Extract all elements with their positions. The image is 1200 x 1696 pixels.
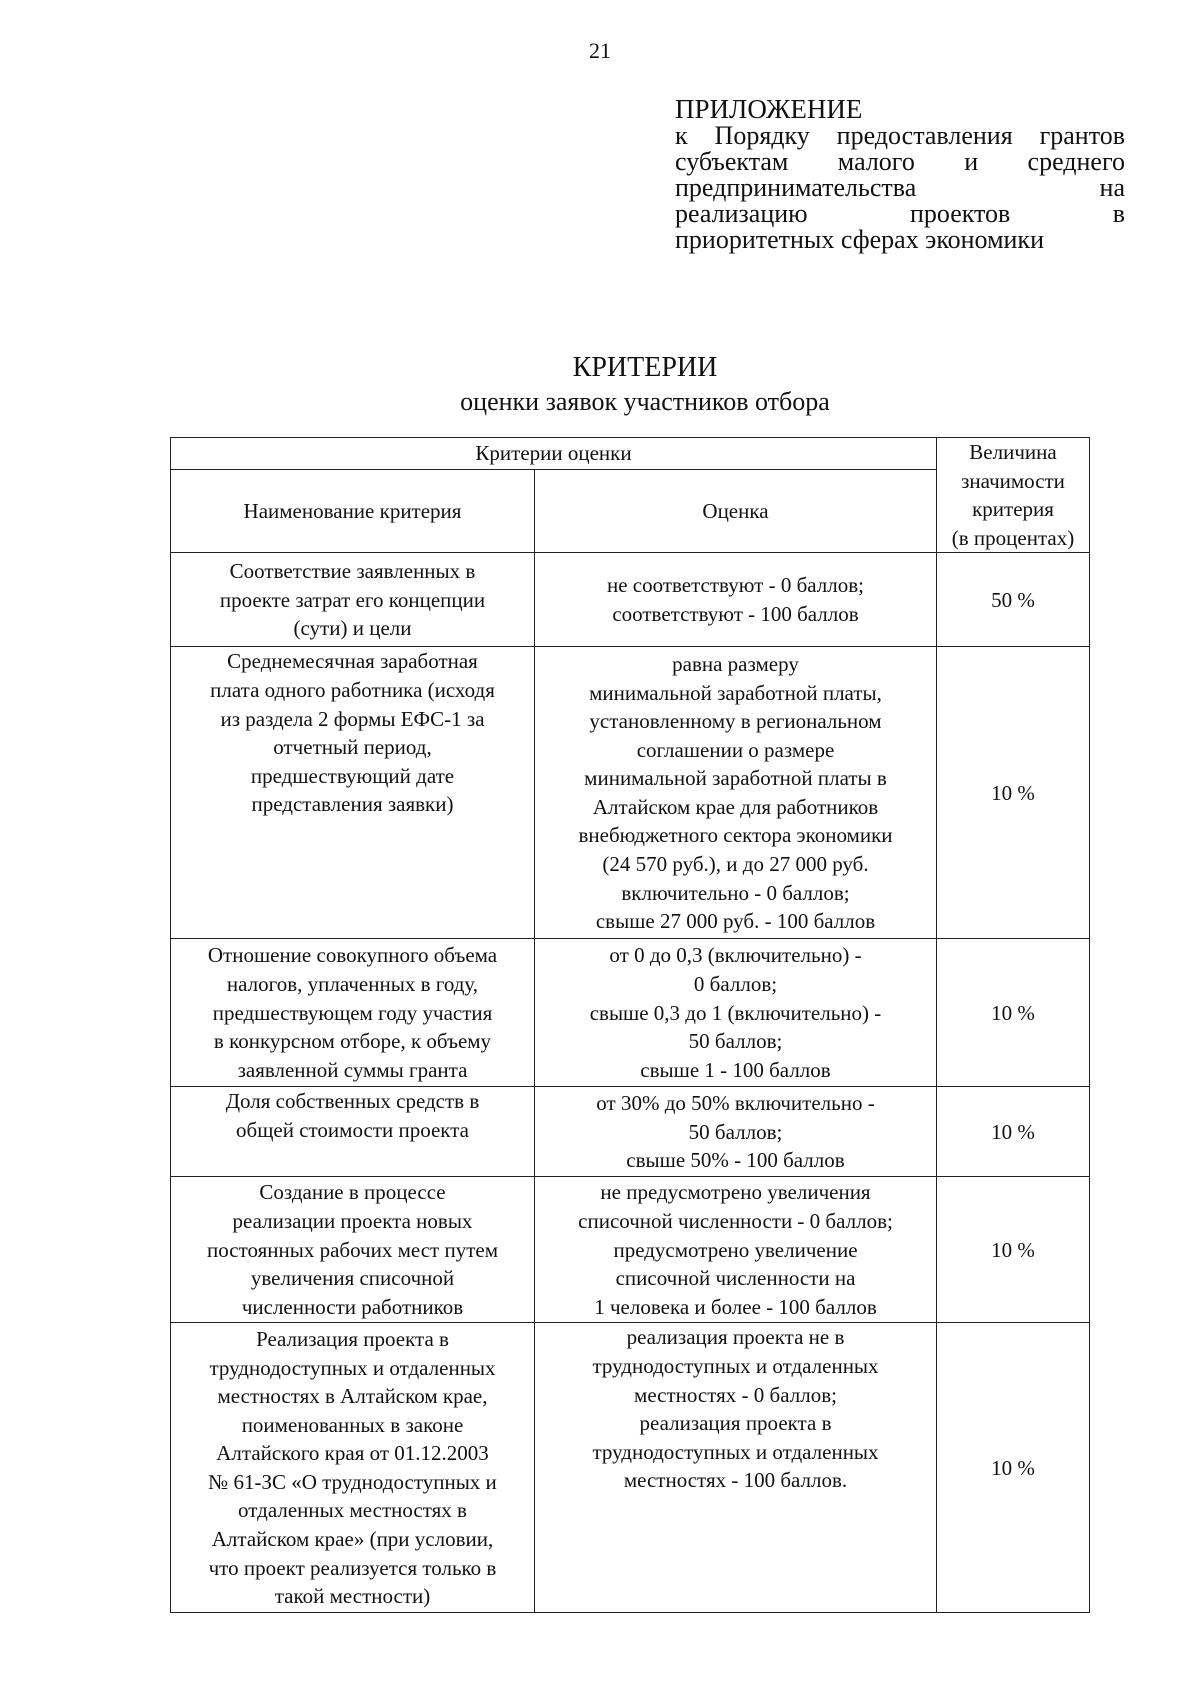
criterion-score: не предусмотрено увеличения списочной численности - 0 баллов; предусмотрено увеличение списочной численности на 1 человека и более - 100 баллов <box>535 1177 937 1323</box>
document-subtitle: оценки заявок участников отбора <box>460 387 830 416</box>
criterion-name: Создание в процессе реализации проекта новых постоянных рабочих мест путем увеличения списочной численности работников <box>171 1177 535 1323</box>
criterion-weight: 10 % <box>937 647 1090 939</box>
criteria-table <box>170 437 1090 1613</box>
criterion-weight: 10 % <box>937 1323 1090 1613</box>
criterion-name: Соответствие заявленных в проекте затрат его концепции (сути) и цели <box>171 553 535 647</box>
document-title: КРИТЕРИИ <box>572 352 718 383</box>
table-row <box>171 1087 1090 1177</box>
criterion-score: от 30% до 50% включительно - 50 баллов; свыше 50% - 100 баллов <box>535 1087 937 1177</box>
score-header: Оценка <box>535 470 937 553</box>
appendix-title: ПРИЛОЖЕНИЕ <box>675 94 863 124</box>
table-row <box>171 1177 1090 1323</box>
name-header: Наименование критерия <box>171 470 535 553</box>
table-header-row <box>171 438 1090 470</box>
table-row <box>171 1323 1090 1613</box>
appendix-line: приоритетных сферах экономики <box>675 225 1044 254</box>
criterion-weight: 10 % <box>937 939 1090 1087</box>
criterion-weight: 50 % <box>937 553 1090 647</box>
table-row <box>171 647 1090 939</box>
criterion-score: не соответствуют - 0 баллов; соответствуют - 100 баллов <box>535 553 937 647</box>
appendix-line: реализацию проектов в <box>675 199 1125 228</box>
appendix-line: к Порядку предоставления грантов <box>675 121 1125 150</box>
appendix-line: предпринимательства на <box>675 173 1125 202</box>
criterion-weight: 10 % <box>937 1177 1090 1323</box>
criterion-name: Отношение совокупного объема налогов, уплаченных в году, предшествующем году участия в конкурсном отборе, к объему заявленной суммы гранта <box>171 939 535 1087</box>
group-header: Критерии оценки <box>171 438 937 470</box>
criterion-name: Реализация проекта в труднодоступных и отдаленных местностях в Алтайском крае, поименованных в законе Алтайского края от 01.12.2003 № 61-ЗС «О труднодоступных и отдаленных местностях в Алтайском крае» (при условии, что проект реализуется только в такой местности) <box>171 1323 535 1613</box>
appendix-line: субъектам малого и среднего <box>675 147 1125 176</box>
criterion-name: Доля собственных средств в общей стоимости проекта <box>171 1087 535 1177</box>
page-number: 21 <box>589 38 611 63</box>
criterion-score: от 0 до 0,3 (включительно) - 0 баллов; свыше 0,3 до 1 (включительно) - 50 баллов; свыше 1 - 100 баллов <box>535 939 937 1087</box>
appendix-block <box>675 96 1125 253</box>
criterion-weight: 10 % <box>937 1087 1090 1177</box>
table-row <box>171 553 1090 647</box>
criterion-score: равна размеру минимальной заработной платы, установленному в региональном соглашении о размере минимальной заработной платы в Алтайском крае для работников внебюджетного сектора экономики (24 570 руб.), и до 27 000 руб. включительно - 0 баллов; свыше 27 000 руб. - 100 баллов <box>535 647 937 939</box>
table-row <box>171 939 1090 1087</box>
criterion-score: реализация проекта не в труднодоступных и отдаленных местностях - 0 баллов; реализация проекта в труднодоступных и отдаленных местностях - 100 баллов. <box>535 1323 937 1613</box>
weight-header: Величина значимости критерия (в процентах) <box>937 438 1090 553</box>
criterion-name: Среднемесячная заработная плата одного работника (исходя из раздела 2 формы ЕФС-1 за отчетный период, предшествующий дате представления заявки) <box>171 647 535 939</box>
